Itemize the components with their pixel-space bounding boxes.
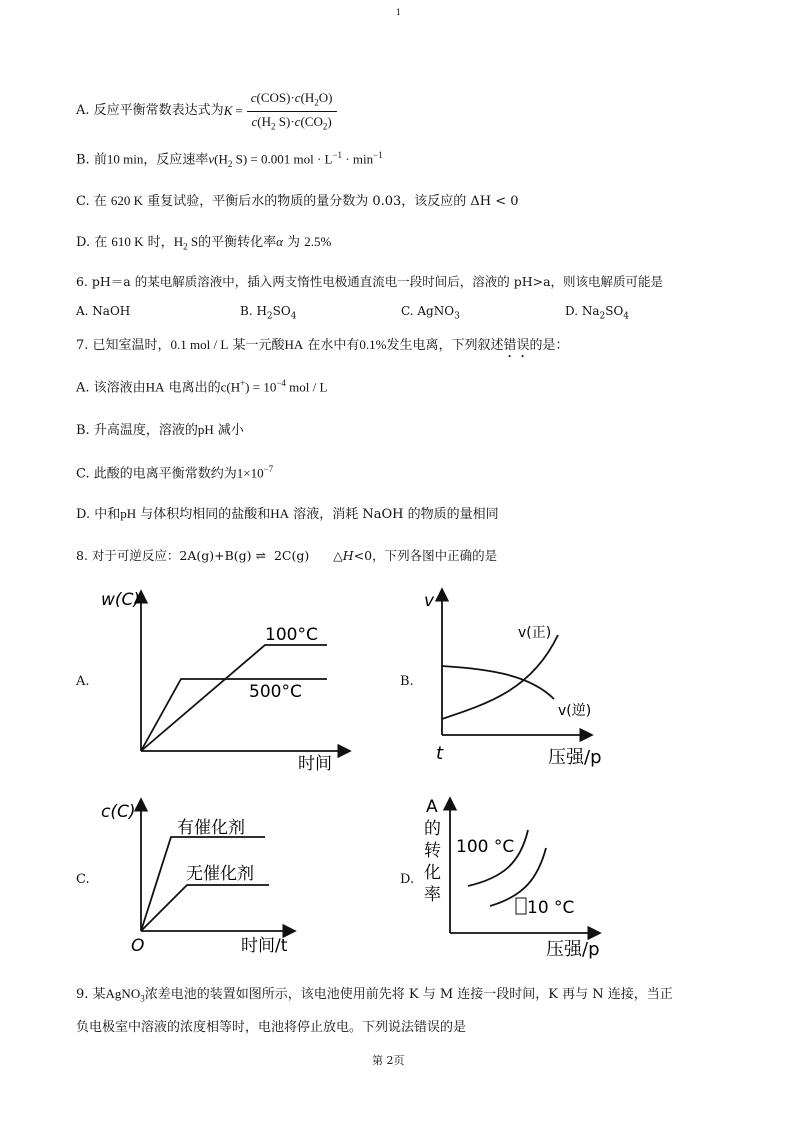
axis-label-x: 时间/t [241,936,288,956]
q5-a-k: K [223,103,233,119]
q7-option-d: D. 中和pH 与体积均相同的盐酸和HA 溶液，消耗 NaOH 的物质的量相同 [76,506,499,522]
curve-with-catalyst [141,837,265,931]
graph-b [420,583,620,773]
curve-v-forward [442,635,558,719]
emphasis-error: 错误 [503,338,530,353]
q5-option-b: B. 前10 min，反应速率$v(H_2$ S) = 0.001 mol · $L^{-1} \cdot \min^{-1}$ [76,150,383,169]
axis-label-y-char-3: 转 [424,841,441,861]
curve-label-with-catalyst: 有催化剂 [177,818,245,838]
q5-a-eq: = [235,103,243,119]
axis-label-x: 时间 [298,754,332,773]
graph-c [95,793,300,958]
page-number: 第 2页 [372,1054,405,1067]
q8-stem: 8. 对于可逆反应：2A(g)+B(g) ⇌ 2C(g) △H<0，下列各图中正确的是 [76,548,498,563]
axis-label-y-char-4: 化 [424,863,441,883]
axis-label-y-char-5: 率 [424,885,441,905]
axis-origin-label: t [436,743,444,764]
q6-option-c: C. AgNO$_3$ [401,304,460,322]
axis-label-x: 压强/p [548,747,602,768]
q5-a-text: 反应平衡常数表达式为 [93,103,224,119]
fraction-denominator: $c(H_2$ $S)\cdot c(CO_2)$ [251,113,332,132]
q5-a-letter: A. [76,103,90,119]
axis-label-y-char-2: 的 [424,819,441,839]
q9-line-1: 9. 某AgNO$_3$浓差电池的装置如图所示，该电池使用前先将 K 与 M 连接一段时间，K 再与 N 连接，当正 [76,986,673,1004]
axis-origin-label: O [131,936,145,956]
missing-glyph-box [516,898,526,914]
curve-label-v-reverse: v(逆) [558,703,592,719]
curve-label-without-catalyst: 无催化剂 [186,864,254,884]
q6-option-b: B. $H_2SO_4$ [240,304,297,322]
q6-option-d: D. $Na_2SO_4$ [565,304,630,322]
equilibrium-constant-fraction [247,90,337,132]
q5-option-d: D. 在 610 K 时，$H_2$ S的平衡转化率α 为 2.5% [76,234,332,252]
q8-label-d: D. [400,872,415,887]
q8-label-c: C. [76,872,90,887]
graph-a [95,583,355,773]
axis-label-y-char-1: A [426,797,438,817]
q6-option-a: A. NaOH [76,304,131,318]
graph-d [418,790,618,962]
q5-option-c: C. 在 620 K 重复试验，平衡后水的物质的量分数为 0.03，该反应的 ΔH < 0 [76,193,519,209]
curve-label-v-forward: v(正) [518,625,552,641]
axis-label-x: 压强/p [546,939,600,960]
axis-label-y: w(C) [101,590,141,610]
q5-option-a [76,88,337,134]
q7-option-a: A. 该溶液由HA 电离出的$c(H^+) = 10^{-4}$ mol / L [76,378,328,396]
q8-label-b: B. [400,674,414,689]
page-top-mark: 1 [396,8,402,17]
axis-label-y: c(C) [101,802,136,822]
q9-line-2: 负电极室中溶液的浓度相等时，电池将停止放电。下列说法错误的是 [76,1020,467,1035]
q7-stem: 7. 已知室温时，0.1 mol / L 某一元酸HA 在水中有0.1%发生电离，下列叙述错误的是： [76,337,569,353]
curve-v-reverse [442,666,554,699]
equilibrium-arrow: ⇌ [255,548,267,563]
curve-label-10c: 10 °C [527,898,575,918]
q6-stem: 6. pH＝a 的某电解质溶液中，插入两支惰性电极通直流电一段时间后，溶液的 pH>a，则该电解质可能是 [76,274,664,289]
curve-without-catalyst [141,885,269,931]
fraction-numerator: $c(COS)\cdot c(H_2O)$ [247,90,337,111]
curve-label-100c: 100°C [265,625,318,645]
q7-option-c: C. 此酸的电离平衡常数约为$1\times 10^{-7}$ [76,464,274,482]
axis-label-y: v [424,591,435,611]
q8-label-a: A. [76,674,90,689]
curve-label-100c: 100 °C [456,837,515,857]
curve-label-500c: 500°C [249,682,302,702]
q7-option-b: B. 升高温度，溶液的pH 减小 [76,422,244,438]
